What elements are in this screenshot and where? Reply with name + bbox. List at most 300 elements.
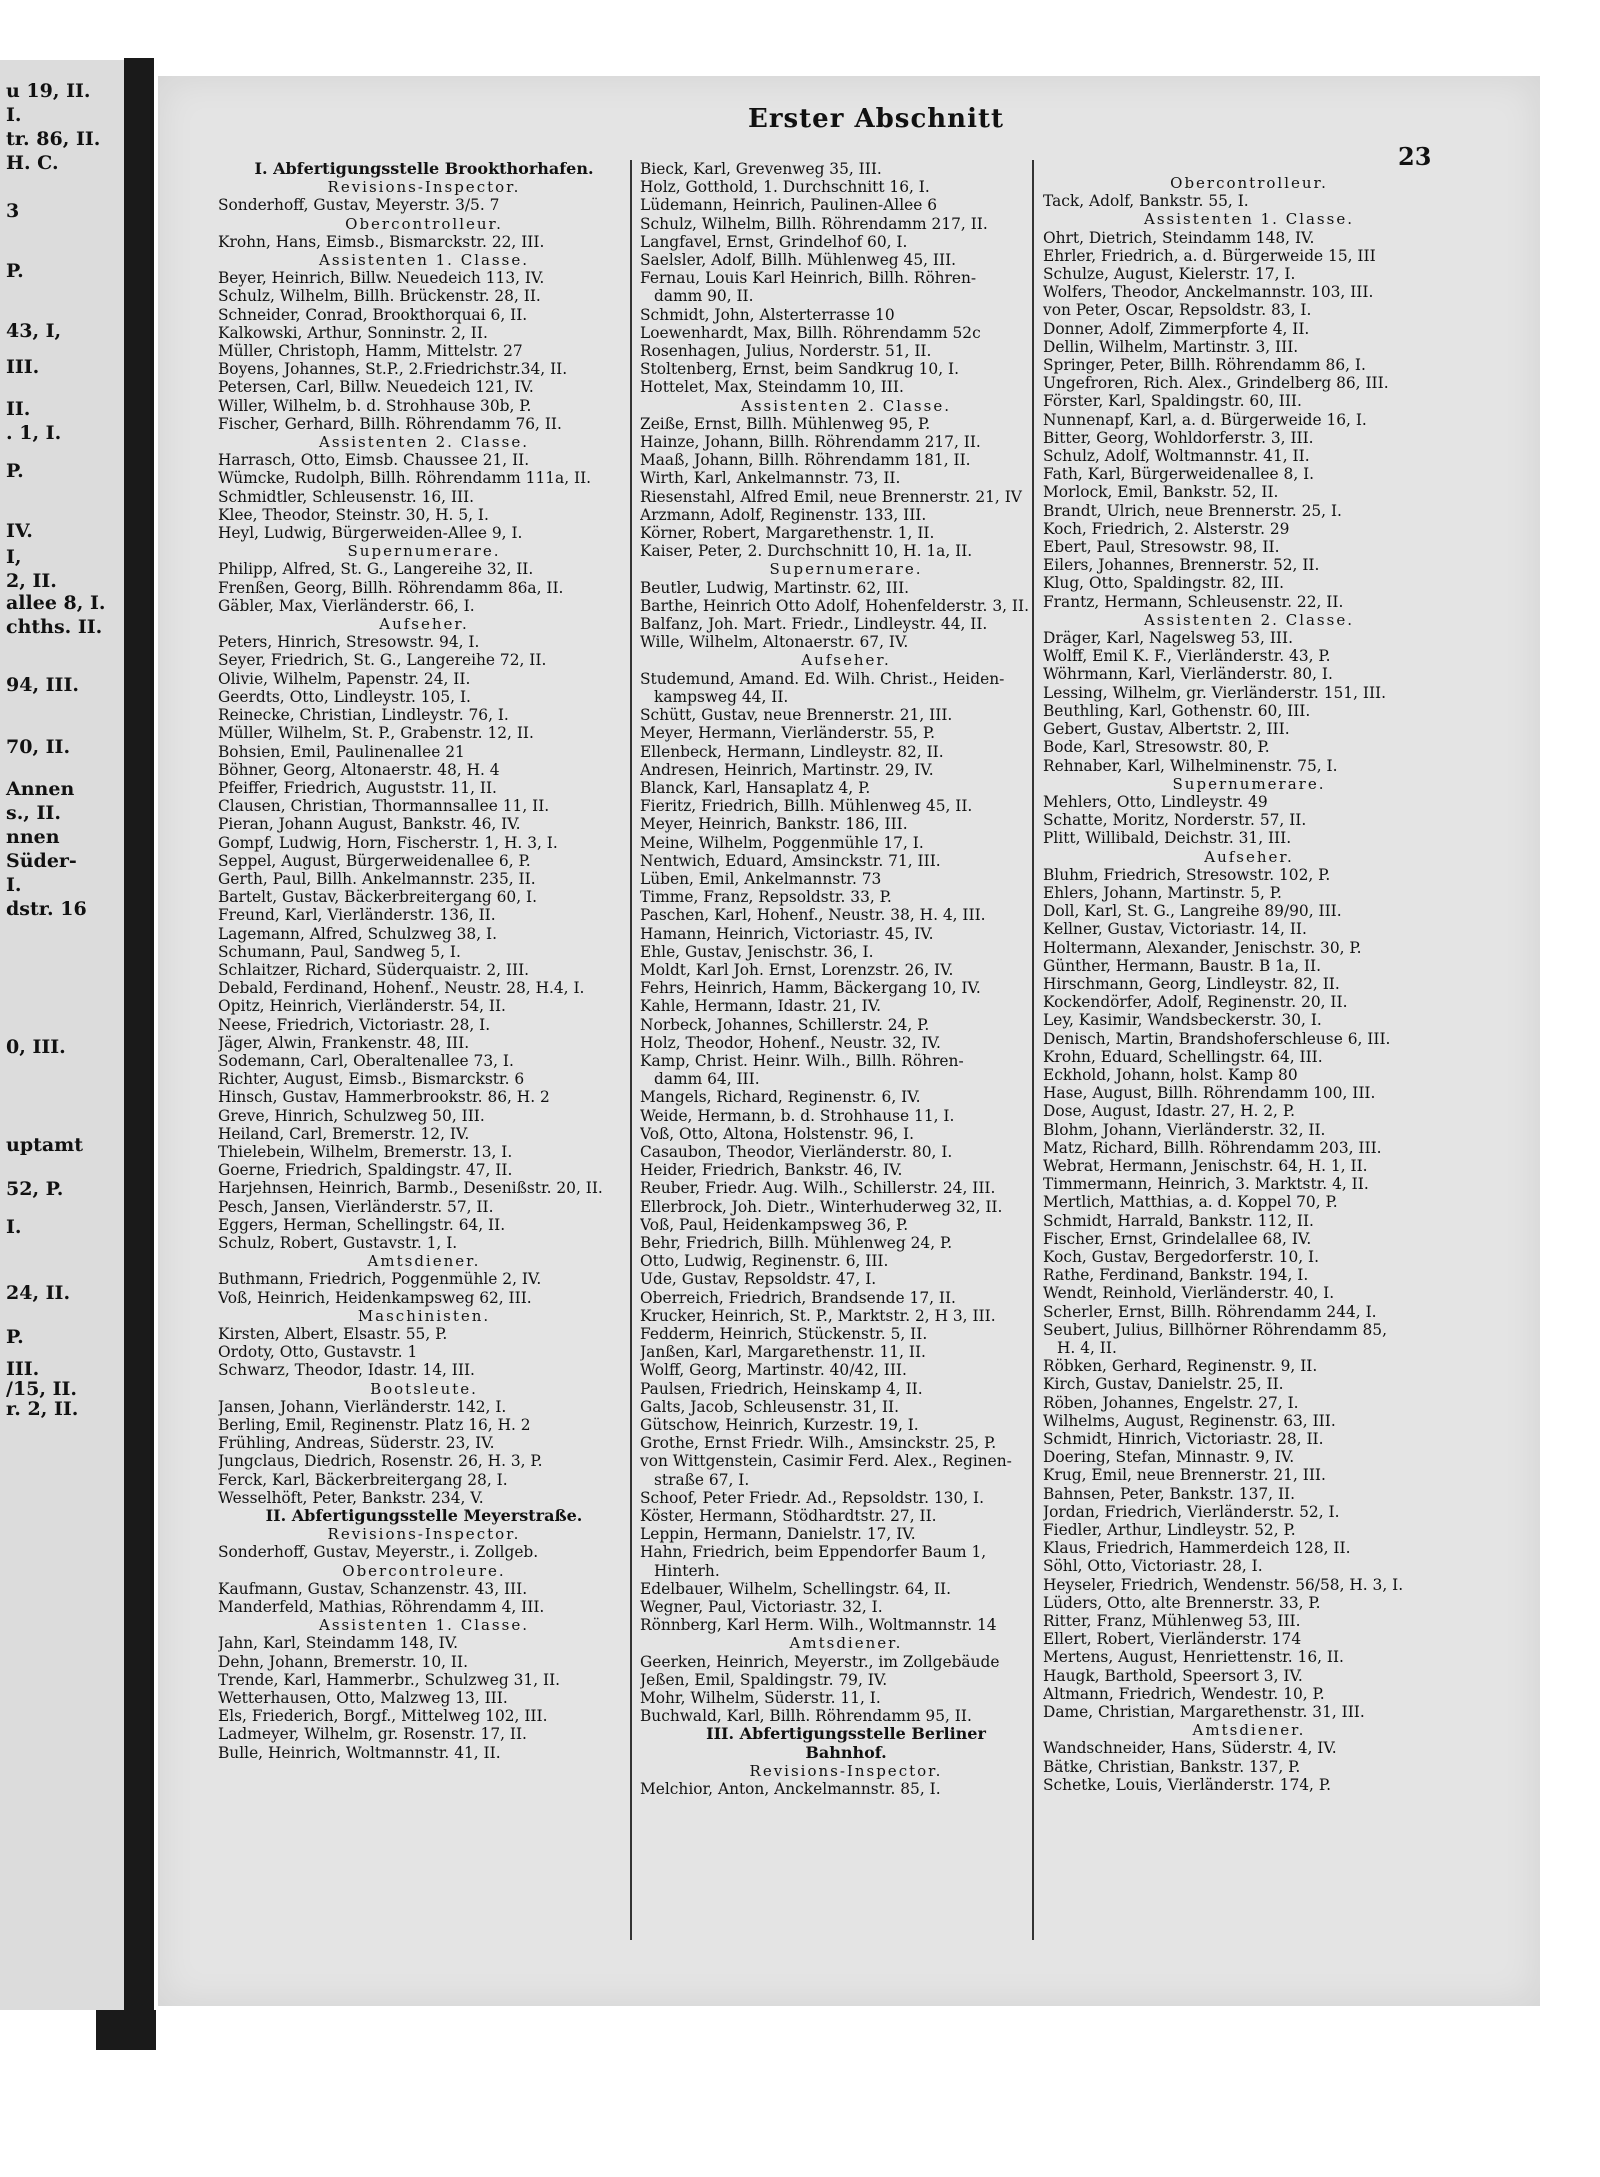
facing-page-text: IV. bbox=[6, 520, 33, 542]
directory-entry: Frühling, Andreas, Süderstr. 23, IV. bbox=[218, 1434, 495, 1453]
facing-page-text: I. bbox=[6, 874, 22, 896]
directory-entry: Holz, Gotthold, 1. Durchschnitt 16, I. bbox=[640, 178, 930, 197]
directory-entry: Wümcke, Rudolph, Billh. Röhrendamm 111a, II. bbox=[218, 469, 592, 488]
directory-entry: Meyer, Heinrich, Bankstr. 186, III. bbox=[640, 815, 908, 834]
directory-entry: Körner, Robert, Margarethenstr. 1, II. bbox=[640, 524, 935, 543]
directory-entry: Schulz, Wilhelm, Billh. Röhrendamm 217, II. bbox=[640, 214, 988, 233]
directory-entry: Oberreich, Friedrich, Brandsende 17, II. bbox=[640, 1288, 956, 1307]
facing-page-text: Annen bbox=[6, 778, 75, 800]
directory-entry: Röbken, Gerhard, Reginenstr. 9, II. bbox=[1043, 1357, 1318, 1376]
directory-entry: Kalkowski, Arthur, Sonninstr. 2, II. bbox=[218, 323, 488, 342]
directory-entry: Maaß, Johann, Billh. Röhrendamm 181, II. bbox=[640, 451, 971, 470]
column-3 bbox=[1043, 174, 1455, 1994]
directory-entry: Tack, Adolf, Bankstr. 55, I. bbox=[1043, 192, 1249, 211]
directory-entry: kampsweg 44, II. bbox=[654, 687, 789, 706]
directory-entry: Ellerbrock, Joh. Dietr., Winterhuderweg 32, II. bbox=[640, 1197, 1003, 1216]
directory-entry: Kockendörfer, Adolf, Reginenstr. 20, II. bbox=[1043, 993, 1348, 1012]
directory-entry: Barthe, Heinrich Otto Adolf, Hohenfelderstr. 3, II. bbox=[640, 596, 1029, 615]
directory-entry: Ehrler, Friedrich, a. d. Bürgerweide 15, III bbox=[1043, 246, 1376, 265]
directory-entry: Webrat, Hermann, Jenischstr. 64, H. 1, II. bbox=[1043, 1156, 1368, 1175]
section-heading: Supernumerare. bbox=[1172, 774, 1326, 793]
directory-entry: Hinterh. bbox=[654, 1561, 720, 1580]
directory-entry: Mangels, Richard, Reginenstr. 6, IV. bbox=[640, 1088, 921, 1107]
directory-entry: Beutler, Ludwig, Martinstr. 62, III. bbox=[640, 578, 910, 597]
directory-entry: Heyl, Ludwig, Bürgerweiden-Allee 9, I. bbox=[218, 524, 523, 543]
directory-entry: Heyseler, Friedrich, Wendenstr. 56/58, H. 3, I. bbox=[1043, 1575, 1404, 1594]
directory-entry: Ellert, Robert, Vierländerstr. 174 bbox=[1043, 1630, 1302, 1649]
directory-entry: Bieck, Karl, Grevenweg 35, III. bbox=[640, 160, 882, 178]
directory-entry: Lüdemann, Heinrich, Paulinen-Allee 6 bbox=[640, 196, 938, 215]
directory-entry: Schneider, Conrad, Brookthorquai 6, II. bbox=[218, 305, 528, 324]
directory-entry: Fischer, Gerhard, Billh. Röhrendamm 76, II. bbox=[218, 414, 562, 433]
directory-entry: Els, Friederich, Borgf., Mittelweg 102, III. bbox=[218, 1707, 548, 1726]
directory-entry: Krohn, Eduard, Schellingstr. 64, III. bbox=[1043, 1047, 1323, 1066]
directory-entry: Matz, Richard, Billh. Röhrendamm 203, III. bbox=[1043, 1138, 1382, 1157]
directory-entry: Gäbler, Max, Vierländerstr. 66, I. bbox=[218, 596, 475, 615]
section-heading: Obercontrolleur. bbox=[345, 214, 503, 233]
directory-entry: Sodemann, Carl, Oberaltenallee 73, I. bbox=[218, 1051, 514, 1070]
directory-entry: Reinecke, Christian, Lindleystr. 76, I. bbox=[218, 706, 509, 725]
directory-entry: Meyer, Hermann, Vierländerstr. 55, P. bbox=[640, 724, 935, 743]
directory-entry: Richter, August, Eimsb., Bismarckstr. 6 bbox=[218, 1070, 525, 1089]
directory-entry: Voß, Heinrich, Heidenkampsweg 62, III. bbox=[218, 1288, 532, 1307]
facing-page-text: I. bbox=[6, 104, 22, 126]
directory-entry: von Wittgenstein, Casimir Ferd. Alex., Reginen- bbox=[640, 1452, 1012, 1471]
column-divider bbox=[630, 160, 632, 1940]
section-heading: Bootsleute. bbox=[370, 1379, 478, 1398]
directory-entry: Greve, Hinrich, Schulzweg 50, III. bbox=[218, 1106, 485, 1125]
directory-entry: damm 64, III. bbox=[654, 1070, 760, 1089]
directory-entry: Voß, Paul, Heidenkampsweg 36, P. bbox=[640, 1215, 909, 1234]
directory-entry: Koch, Gustav, Bergedorferstr. 10, I. bbox=[1043, 1247, 1320, 1266]
directory-entry: Schulz, Wilhelm, Billh. Brückenstr. 28, II. bbox=[218, 287, 541, 306]
section-heading: Revisions-Inspector. bbox=[327, 1525, 521, 1544]
facing-page-text: III. bbox=[6, 1358, 40, 1380]
directory-entry: Manderfeld, Mathias, Röhrendamm 4, III. bbox=[218, 1598, 545, 1617]
directory-entry: Köster, Hermann, Stödhardtstr. 27, II. bbox=[640, 1507, 937, 1526]
directory-entry: Schulz, Adolf, Woltmannstr. 41, II. bbox=[1043, 447, 1310, 466]
office-heading: Bahnhof. bbox=[805, 1742, 887, 1762]
directory-entry: Donner, Adolf, Zimmerpforte 4, II. bbox=[1043, 319, 1310, 338]
directory-entry: Koch, Friedrich, 2. Alsterstr. 29 bbox=[1043, 519, 1290, 538]
directory-entry: Paschen, Karl, Hohenf., Neustr. 38, H. 4, III. bbox=[640, 906, 986, 925]
directory-entry: Krucker, Heinrich, St. P., Marktstr. 2, H 3, III. bbox=[640, 1306, 996, 1325]
directory-entry: Bitter, Georg, Wohldorferstr. 3, III. bbox=[1043, 428, 1314, 447]
directory-entry: Klee, Theodor, Steinstr. 30, H. 5, I. bbox=[218, 505, 489, 524]
directory-entry: Fiedler, Arthur, Lindleystr. 52, P. bbox=[1043, 1521, 1296, 1540]
facing-page-text: II. bbox=[6, 398, 31, 420]
office-heading: II. Abfertigungsstelle Meyerstraße. bbox=[265, 1506, 583, 1526]
directory-entry: Müller, Wilhelm, St. P., Grabenstr. 12, II. bbox=[218, 724, 534, 743]
directory-entry: Schumann, Paul, Sandweg 5, I. bbox=[218, 942, 461, 961]
directory-entry: Andresen, Heinrich, Martinstr. 29, IV. bbox=[640, 760, 934, 779]
directory-entry: Lagemann, Alfred, Schulzweg 38, I. bbox=[218, 924, 497, 943]
directory-entry: Melchior, Anton, Anckelmannstr. 85, I. bbox=[640, 1780, 941, 1799]
directory-entry: Meine, Wilhelm, Poggenmühle 17, I. bbox=[640, 833, 924, 852]
directory-entry: Bohsien, Emil, Paulinenallee 21 bbox=[218, 742, 465, 761]
directory-entry: Riesenstahl, Alfred Emil, neue Brennerstr. 21, IV bbox=[640, 487, 1022, 506]
directory-entry: Böhner, Georg, Altonaerstr. 48, H. 4 bbox=[218, 760, 500, 779]
office-heading: I. Abfertigungsstelle Brookthorhafen. bbox=[254, 160, 594, 178]
facing-page-text: 52, P. bbox=[6, 1178, 64, 1200]
directory-entry: Ferck, Karl, Bäckerbreitergang 28, I. bbox=[218, 1470, 508, 1489]
facing-page-text: 43, I, bbox=[6, 320, 62, 342]
directory-entry: Müller, Christoph, Hamm, Mittelstr. 27 bbox=[218, 342, 523, 361]
directory-entry: Dame, Christian, Margarethenstr. 31, III. bbox=[1043, 1703, 1365, 1722]
directory-entry: Ladmeyer, Wilhelm, gr. Rosenstr. 17, II. bbox=[218, 1725, 527, 1744]
directory-entry: Ley, Kasimir, Wandsbeckerstr. 30, I. bbox=[1043, 1011, 1322, 1030]
directory-entry: Beyer, Heinrich, Billw. Neuedeich 113, IV. bbox=[218, 269, 545, 288]
directory-entry: Clausen, Christian, Thormannsallee 11, II. bbox=[218, 797, 550, 816]
directory-entry: Philipp, Alfred, St. G., Langereihe 32, II. bbox=[218, 560, 534, 579]
directory-entry: Kellner, Gustav, Victoriastr. 14, II. bbox=[1043, 920, 1307, 939]
directory-entry: Weide, Hermann, b. d. Strohhause 11, I. bbox=[640, 1106, 955, 1125]
facing-page-text: . 1, I. bbox=[6, 422, 62, 444]
directory-entry: Schulz, Robert, Gustavstr. 1, I. bbox=[218, 1233, 458, 1252]
directory-entry: Schlaitzer, Richard, Süderquaistr. 2, III. bbox=[218, 960, 530, 979]
directory-entry: Galts, Jacob, Schleusenstr. 31, II. bbox=[640, 1397, 900, 1416]
section-heading: Assistenten 1. Classe. bbox=[319, 251, 529, 270]
directory-entry: Mohr, Wilhelm, Süderstr. 11, I. bbox=[640, 1689, 881, 1708]
directory-entry: Buthmann, Friedrich, Poggenmühle 2, IV. bbox=[218, 1270, 542, 1289]
directory-entry: Fedderm, Heinrich, Stückenstr. 5, II. bbox=[640, 1325, 928, 1343]
directory-entry: Mehlers, Otto, Lindleystr. 49 bbox=[1043, 792, 1268, 811]
book-spine bbox=[124, 58, 154, 2038]
directory-entry: Hahn, Friedrich, beim Eppendorfer Baum 1, bbox=[640, 1543, 987, 1562]
directory-entry: Lüders, Otto, alte Brennerstr. 33, P. bbox=[1043, 1593, 1321, 1612]
directory-entry: Seubert, Julius, Billhörner Röhrendamm 85, bbox=[1043, 1320, 1387, 1339]
section-heading: Assistenten 1. Classe. bbox=[1144, 210, 1354, 229]
directory-entry: Sonderhoff, Gustav, Meyerstr., i. Zollgeb. bbox=[218, 1543, 539, 1562]
directory-entry: Voß, Otto, Altona, Holstenstr. 96, I. bbox=[640, 1124, 915, 1143]
facing-page-text: Süder- bbox=[6, 850, 77, 872]
directory-entry: Ordoty, Otto, Gustavstr. 1 bbox=[218, 1343, 418, 1362]
directory-entry: Fehrs, Heinrich, Hamm, Bäckergang 10, IV. bbox=[640, 979, 981, 998]
directory-entry: Ehle, Gustav, Jenischstr. 36, I. bbox=[640, 942, 874, 961]
directory-entry: Mertens, August, Henriettenstr. 16, II. bbox=[1043, 1648, 1344, 1667]
column-divider bbox=[1032, 160, 1034, 1940]
directory-entry: Timme, Franz, Repsoldstr. 33, P. bbox=[640, 888, 892, 907]
directory-entry: Frantz, Hermann, Schleusenstr. 22, II. bbox=[1043, 592, 1344, 611]
directory-entry: Wirth, Karl, Ankelmannstr. 73, II. bbox=[640, 469, 901, 488]
directory-entry: Norbeck, Johannes, Schillerstr. 24, P. bbox=[640, 1015, 930, 1034]
directory-entry: Stoltenberg, Ernst, beim Sandkrug 10, I. bbox=[640, 360, 959, 379]
directory-entry: Debald, Ferdinand, Hohenf., Neustr. 28, H.4, I. bbox=[218, 979, 585, 998]
directory-entry: Ohrt, Dietrich, Steindamm 148, IV. bbox=[1043, 228, 1315, 247]
directory-entry: Neese, Friedrich, Victoriastr. 28, I. bbox=[218, 1015, 491, 1034]
directory-entry: Wesselhöft, Peter, Bankstr. 234, V. bbox=[218, 1488, 484, 1507]
directory-entry: Kamp, Christ. Heinr. Wilh., Billh. Röhren- bbox=[640, 1051, 964, 1070]
directory-entry: Gerth, Paul, Billh. Ankelmannstr. 235, II. bbox=[218, 869, 536, 888]
directory-entry: Schmidt, John, Alsterterrasse 10 bbox=[640, 305, 895, 324]
directory-entry: Ritter, Franz, Mühlenweg 53, III. bbox=[1043, 1612, 1301, 1631]
directory-entry: Wandschneider, Hans, Süderstr. 4, IV. bbox=[1043, 1739, 1337, 1758]
directory-entry: Wolfers, Theodor, Anckelmannstr. 103, III. bbox=[1043, 283, 1374, 302]
directory-entry: Hirschmann, Georg, Lindleystr. 82, II. bbox=[1043, 974, 1340, 993]
directory-entry: Schoof, Peter Friedr. Ad., Repsoldstr. 130, I. bbox=[640, 1488, 985, 1507]
directory-entry: Krohn, Hans, Eimsb., Bismarckstr. 22, III. bbox=[218, 232, 545, 251]
directory-entry: Balfanz, Joh. Mart. Friedr., Lindleystr. 44, II. bbox=[640, 615, 988, 634]
facing-page-text: 3 bbox=[6, 200, 20, 222]
directory-entry: Bahnsen, Peter, Bankstr. 137, II. bbox=[1043, 1484, 1295, 1503]
facing-page-text: P. bbox=[6, 1326, 24, 1348]
directory-entry: Kirch, Gustav, Danielstr. 25, II. bbox=[1043, 1375, 1284, 1394]
directory-entry: Buchwald, Karl, Billh. Röhrendamm 95, II. bbox=[640, 1707, 972, 1726]
facing-page-text: u 19, II. bbox=[6, 80, 91, 102]
directory-entry: Springer, Peter, Billh. Röhrendamm 86, I. bbox=[1043, 356, 1366, 375]
section-heading: Amtsdiener. bbox=[367, 1252, 481, 1271]
directory-entry: Wolff, Emil K. F., Vierländerstr. 43, P. bbox=[1043, 647, 1331, 666]
directory-entry: Petersen, Carl, Billw. Neuedeich 121, IV. bbox=[218, 378, 534, 397]
facing-page-text: tr. 86, II. bbox=[6, 128, 101, 150]
directory-entry: Kirsten, Albert, Elsastr. 55, P. bbox=[218, 1325, 448, 1343]
directory-entry: Eilers, Johannes, Brennerstr. 52, II. bbox=[1043, 556, 1320, 575]
directory-entry: Beuthling, Karl, Gothenstr. 60, III. bbox=[1043, 701, 1311, 720]
section-heading: Assistenten 2. Classe. bbox=[1144, 610, 1354, 629]
directory-entry: Rosenhagen, Julius, Norderstr. 51, II. bbox=[640, 342, 932, 361]
facing-page-text: uptamt bbox=[6, 1134, 84, 1156]
directory-entry: Frenßen, Georg, Billh. Röhrendamm 86a, II. bbox=[218, 578, 564, 597]
directory-entry: Wetterhausen, Otto, Malzweg 13, III. bbox=[218, 1689, 508, 1708]
section-heading: Maschinisten. bbox=[357, 1306, 491, 1325]
directory-entry: Ellenbeck, Hermann, Lindleystr. 82, II. bbox=[640, 742, 944, 761]
section-heading: Revisions-Inspector. bbox=[327, 178, 521, 197]
facing-page-text: allee 8, I. bbox=[6, 592, 106, 614]
directory-entry: Schulze, August, Kielerstr. 17, I. bbox=[1043, 265, 1296, 284]
directory-entry: Nunnenapf, Karl, a. d. Bürgerweide 16, I. bbox=[1043, 410, 1367, 429]
directory-entry: Wille, Wilhelm, Altonaerstr. 67, IV. bbox=[640, 633, 909, 652]
section-heading: Supernumerare. bbox=[769, 560, 923, 579]
directory-entry: Harjehnsen, Heinrich, Barmb., Desenißstr. 20, II. bbox=[218, 1179, 603, 1198]
section-heading: Obercontrolleur. bbox=[1170, 174, 1328, 192]
directory-entry: Schetke, Louis, Vierländerstr. 174, P. bbox=[1043, 1775, 1331, 1794]
facing-page-text: 0, III. bbox=[6, 1036, 66, 1058]
page-header: Erster Abschnitt bbox=[748, 104, 1004, 134]
directory-entry: Ebert, Paul, Stresowstr. 98, II. bbox=[1043, 538, 1280, 557]
directory-entry: Bluhm, Friedrich, Stresowstr. 102, P. bbox=[1043, 865, 1331, 884]
section-heading: Revisions-Inspector. bbox=[749, 1761, 943, 1780]
directory-entry: Harrasch, Otto, Eimsb. Chaussee 21, II. bbox=[218, 451, 530, 470]
directory-entry: Moldt, Karl Joh. Ernst, Lorenzstr. 26, IV. bbox=[640, 960, 954, 979]
document-page bbox=[158, 76, 1540, 2006]
directory-entry: Söhl, Otto, Victoriastr. 28, I. bbox=[1043, 1557, 1263, 1576]
section-heading: Supernumerare. bbox=[347, 542, 501, 561]
directory-entry: Pesch, Jansen, Vierländerstr. 57, II. bbox=[218, 1197, 494, 1216]
directory-entry: Boyens, Johannes, St.P., 2.Friedrichstr.34, II. bbox=[218, 360, 568, 379]
directory-entry: Klaus, Friedrich, Hammerdeich 128, II. bbox=[1043, 1539, 1351, 1558]
directory-entry: Bulle, Heinrich, Woltmannstr. 41, II. bbox=[218, 1743, 501, 1762]
directory-entry: Jansen, Johann, Vierländerstr. 142, I. bbox=[218, 1397, 507, 1416]
directory-entry: Zeiße, Ernst, Billh. Mühlenweg 95, P. bbox=[640, 414, 931, 433]
directory-entry: Casaubon, Theodor, Vierländerstr. 80, I. bbox=[640, 1142, 953, 1161]
directory-entry: Jeßen, Emil, Spaldingstr. 79, IV. bbox=[640, 1670, 888, 1689]
directory-entry: Freund, Karl, Vierländerstr. 136, II. bbox=[218, 906, 496, 925]
directory-entry: Jahn, Karl, Steindamm 148, IV. bbox=[218, 1634, 459, 1653]
facing-page-text: 2, II. bbox=[6, 570, 57, 592]
directory-entry: Kaiser, Peter, 2. Durchschnitt 10, H. 1a, II. bbox=[640, 542, 973, 561]
column-1 bbox=[218, 160, 630, 1980]
directory-entry: Rehnaber, Karl, Wilhelminenstr. 75, I. bbox=[1043, 756, 1338, 775]
facing-page-text: III. bbox=[6, 356, 40, 378]
directory-entry: Edelbauer, Wilhelm, Schellingstr. 64, II. bbox=[640, 1579, 951, 1598]
directory-entry: Timmermann, Heinrich, 3. Marktstr. 4, II. bbox=[1043, 1175, 1369, 1194]
directory-entry: Heiland, Carl, Bremerstr. 12, IV. bbox=[218, 1124, 470, 1143]
directory-entry: Trende, Karl, Hammerbr., Schulzweg 31, II. bbox=[218, 1670, 561, 1689]
directory-entry: Berling, Emil, Reginenstr. Platz 16, H. 2 bbox=[218, 1416, 531, 1435]
directory-entry: Sonderhoff, Gustav, Meyerstr. 3/5. 7 bbox=[218, 196, 500, 215]
directory-entry: Schütt, Gustav, neue Brennerstr. 21, III. bbox=[640, 706, 953, 725]
directory-entry: Plitt, Willibald, Deichstr. 31, III. bbox=[1043, 829, 1292, 848]
directory-entry: Röben, Johannes, Engelstr. 27, I. bbox=[1043, 1393, 1299, 1412]
directory-entry: Willer, Wilhelm, b. d. Strohhause 30b, P. bbox=[218, 396, 532, 415]
directory-entry: Olivie, Wilhelm, Papenstr. 24, II. bbox=[218, 669, 471, 688]
directory-entry: Saelsler, Adolf, Billh. Mühlenweg 45, III. bbox=[640, 251, 957, 270]
section-heading: Aufseher. bbox=[379, 615, 469, 634]
facing-page-text: I. bbox=[6, 1216, 22, 1238]
directory-entry: Langfavel, Ernst, Grindelhof 60, I. bbox=[640, 232, 908, 251]
directory-entry: Jordan, Friedrich, Vierländerstr. 52, I. bbox=[1043, 1502, 1340, 1521]
directory-entry: Altmann, Friedrich, Wendestr. 10, P. bbox=[1043, 1684, 1325, 1703]
directory-entry: Behr, Friedrich, Billh. Mühlenweg 24, P. bbox=[640, 1233, 953, 1252]
directory-entry: Eckhold, Johann, holst. Kamp 80 bbox=[1043, 1065, 1298, 1084]
directory-entry: Wegner, Paul, Victoriastr. 32, I. bbox=[640, 1598, 883, 1617]
directory-entry: Wendt, Reinhold, Vierländerstr. 40, I. bbox=[1043, 1284, 1335, 1303]
directory-entry: Förster, Karl, Spaldingstr. 60, III. bbox=[1043, 392, 1302, 411]
directory-entry: Hase, August, Billh. Röhrendamm 100, III. bbox=[1043, 1084, 1376, 1103]
directory-entry: Seppel, August, Bürgerweidenallee 6, P. bbox=[218, 851, 531, 870]
directory-entry: Ungefroren, Rich. Alex., Grindelberg 86, III. bbox=[1043, 374, 1389, 393]
directory-entry: Leppin, Hermann, Danielstr. 17, IV. bbox=[640, 1525, 916, 1544]
directory-entry: Lüben, Emil, Ankelmannstr. 73 bbox=[640, 869, 882, 888]
column-2 bbox=[640, 160, 1052, 1980]
directory-entry: Haugk, Barthold, Speersort 3, IV. bbox=[1043, 1666, 1303, 1685]
directory-entry: Geerdts, Otto, Lindleystr. 105, I. bbox=[218, 687, 471, 706]
directory-entry: Dellin, Wilhelm, Martinstr. 3, III. bbox=[1043, 337, 1299, 356]
directory-entry: Rathe, Ferdinand, Bankstr. 194, I. bbox=[1043, 1266, 1309, 1285]
directory-entry: Blohm, Johann, Vierländerstr. 32, II. bbox=[1043, 1120, 1326, 1139]
directory-entry: Holz, Theodor, Hohenf., Neustr. 32, IV. bbox=[640, 1033, 941, 1052]
directory-entry: Hinsch, Gustav, Hammerbrookstr. 86, H. 2 bbox=[218, 1088, 550, 1107]
directory-entry: Heider, Friedrich, Bankstr. 46, IV. bbox=[640, 1161, 903, 1180]
directory-entry: Grothe, Ernst Friedr. Wilh., Amsinckstr. 25, P. bbox=[640, 1434, 997, 1453]
section-heading: Obercontroleure. bbox=[342, 1561, 506, 1580]
facing-page-text: 94, III. bbox=[6, 674, 79, 696]
directory-entry: H. 4, II. bbox=[1057, 1339, 1117, 1357]
directory-entry: Gütschow, Heinrich, Kurzestr. 19, I. bbox=[640, 1416, 919, 1435]
directory-entry: Ude, Gustav, Repsoldstr. 47, I. bbox=[640, 1270, 877, 1289]
directory-entry: Ehlers, Johann, Martinstr. 5, P. bbox=[1043, 883, 1282, 902]
section-heading: Assistenten 2. Classe. bbox=[741, 396, 951, 415]
directory-entry: Günther, Hermann, Baustr. B 1a, II. bbox=[1043, 956, 1321, 975]
directory-entry: Holtermann, Alexander, Jenischstr. 30, P. bbox=[1043, 938, 1362, 957]
directory-entry: Schmidt, Harrald, Bankstr. 112, II. bbox=[1043, 1211, 1314, 1230]
directory-entry: Morlock, Emil, Bankstr. 52, II. bbox=[1043, 483, 1279, 502]
directory-entry: Schatte, Moritz, Norderstr. 57, II. bbox=[1043, 811, 1307, 830]
directory-entry: Geerken, Heinrich, Meyerstr., im Zollgebäude bbox=[640, 1652, 1000, 1671]
directory-entry: Seyer, Friedrich, St. G., Langereihe 72, II. bbox=[218, 651, 547, 670]
directory-entry: Dehn, Johann, Bremerstr. 10, II. bbox=[218, 1652, 468, 1671]
facing-page-text: /15, II. bbox=[6, 1378, 77, 1400]
directory-entry: Schwarz, Theodor, Idastr. 14, III. bbox=[218, 1361, 475, 1380]
section-heading: Assistenten 2. Classe. bbox=[319, 433, 529, 452]
book-spine-bottom bbox=[96, 2010, 156, 2050]
directory-entry: Krug, Emil, neue Brennerstr. 21, III. bbox=[1043, 1466, 1326, 1485]
directory-entry: Denisch, Martin, Brandshoferschleuse 6, III. bbox=[1043, 1029, 1391, 1048]
directory-entry: Paulsen, Friedrich, Heinskamp 4, II. bbox=[640, 1379, 923, 1398]
directory-entry: Otto, Ludwig, Reginenstr. 6, III. bbox=[640, 1252, 889, 1271]
directory-entry: Rönnberg, Karl Herm. Wilh., Woltmannstr. 14 bbox=[640, 1616, 997, 1635]
section-heading: Assistenten 1. Classe. bbox=[319, 1616, 529, 1635]
section-heading: Aufseher. bbox=[801, 651, 891, 670]
directory-entry: Bode, Karl, Stresowstr. 80, P. bbox=[1043, 738, 1270, 757]
directory-entry: Dräger, Karl, Nagelsweg 53, III. bbox=[1043, 629, 1293, 648]
directory-entry: Arzmann, Adolf, Reginenstr. 133, III. bbox=[640, 505, 927, 524]
directory-entry: Bartelt, Gustav, Bäckerbreitergang 60, I. bbox=[218, 888, 537, 907]
directory-entry: Wolff, Georg, Martinstr. 40/42, III. bbox=[640, 1361, 907, 1380]
directory-entry: Peters, Hinrich, Stresowstr. 94, I. bbox=[218, 633, 480, 652]
directory-entry: Hottelet, Max, Steindamm 10, III. bbox=[640, 378, 904, 397]
directory-entry: Jäger, Alwin, Frankenstr. 48, III. bbox=[218, 1033, 470, 1052]
directory-entry: Dose, August, Idastr. 27, H. 2, P. bbox=[1043, 1102, 1295, 1121]
directory-entry: Blanck, Karl, Hansaplatz 4, P. bbox=[640, 778, 871, 797]
directory-entry: Fath, Karl, Bürgerweidenallee 8, I. bbox=[1043, 465, 1315, 484]
directory-entry: Mertlich, Matthias, a. d. Koppel 70, P. bbox=[1043, 1193, 1338, 1212]
directory-entry: Wöhrmann, Karl, Vierländerstr. 80, I. bbox=[1043, 665, 1333, 684]
section-heading: Amtsdiener. bbox=[1192, 1721, 1306, 1740]
directory-entry: Kahle, Hermann, Idastr. 21, IV. bbox=[640, 997, 882, 1016]
directory-entry: Kaufmann, Gustav, Schanzenstr. 43, III. bbox=[218, 1579, 528, 1598]
section-heading: Amtsdiener. bbox=[789, 1634, 903, 1653]
directory-entry: Schmidtler, Schleusenstr. 16, III. bbox=[218, 487, 475, 506]
directory-entry: Studemund, Amand. Ed. Wilh. Christ., Heiden- bbox=[640, 669, 1005, 688]
directory-entry: Gompf, Ludwig, Horn, Fischerstr. 1, H. 3, I. bbox=[218, 833, 558, 852]
directory-entry: Bätke, Christian, Bankstr. 137, P. bbox=[1043, 1757, 1301, 1776]
directory-entry: Fieritz, Friedrich, Billh. Mühlenweg 45, II. bbox=[640, 797, 973, 816]
directory-entry: Pfeiffer, Friedrich, Auguststr. 11, II. bbox=[218, 778, 497, 797]
directory-entry: Janßen, Karl, Margarethenstr. 11, II. bbox=[640, 1343, 926, 1362]
facing-page-text: P. bbox=[6, 460, 24, 482]
directory-entry: Goerne, Friedrich, Spaldingstr. 47, II. bbox=[218, 1161, 513, 1180]
facing-page-text: 70, II. bbox=[6, 736, 71, 758]
facing-page-text: r. 2, II. bbox=[6, 1398, 79, 1420]
facing-page-text: 24, II. bbox=[6, 1282, 71, 1304]
directory-entry: Hainze, Johann, Billh. Röhrendamm 217, II. bbox=[640, 433, 981, 452]
directory-entry: Brandt, Ulrich, neue Brennerstr. 25, I. bbox=[1043, 501, 1342, 520]
directory-entry: Wilhelms, August, Reginenstr. 63, III. bbox=[1043, 1411, 1336, 1430]
facing-page-text: s., II. bbox=[6, 802, 61, 824]
directory-entry: Doll, Karl, St. G., Langreihe 89/90, III. bbox=[1043, 902, 1342, 921]
facing-page-text: nnen bbox=[6, 826, 60, 848]
directory-entry: Nentwich, Eduard, Amsinckstr. 71, III. bbox=[640, 851, 941, 870]
directory-entry: Scherler, Ernst, Billh. Röhrendamm 244, I. bbox=[1043, 1302, 1377, 1321]
section-heading: Aufseher. bbox=[1204, 847, 1294, 866]
directory-entry: Jungclaus, Diedrich, Rosenstr. 26, H. 3, P. bbox=[218, 1452, 543, 1471]
directory-entry: Loewenhardt, Max, Billh. Röhrendamm 52c bbox=[640, 323, 981, 342]
directory-entry: Klug, Otto, Spaldingstr. 82, III. bbox=[1043, 574, 1285, 593]
directory-entry: straße 67, I. bbox=[654, 1470, 750, 1489]
directory-entry: Doering, Stefan, Minnastr. 9, IV. bbox=[1043, 1448, 1295, 1467]
directory-entry: Schmidt, Hinrich, Victoriastr. 28, II. bbox=[1043, 1430, 1324, 1449]
facing-page-text: P. bbox=[6, 260, 24, 282]
directory-entry: Thielebein, Wilhelm, Bremerstr. 13, I. bbox=[218, 1142, 513, 1161]
facing-page-text: I, bbox=[6, 546, 22, 568]
office-heading: III. Abfertigungsstelle Berliner bbox=[706, 1724, 986, 1744]
directory-entry: Gebert, Gustav, Albertstr. 2, III. bbox=[1043, 720, 1290, 739]
directory-entry: Pieran, Johann August, Bankstr. 46, IV. bbox=[218, 815, 521, 834]
facing-page-text: H. C. bbox=[6, 152, 59, 174]
directory-entry: Fernau, Louis Karl Heinrich, Billh. Röhren- bbox=[640, 269, 977, 288]
facing-page-text: dstr. 16 bbox=[6, 898, 87, 920]
